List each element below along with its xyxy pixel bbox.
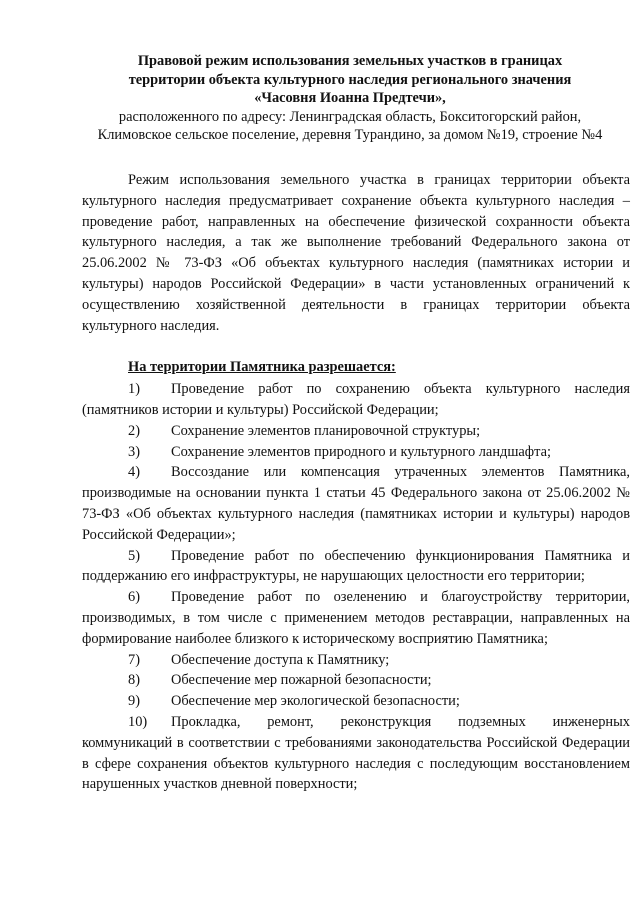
address-line-2: Климовское сельское поселение, деревня Турандино, за домом №19, строение №4 xyxy=(97,127,603,143)
list-item-number: 7) xyxy=(128,651,140,668)
list-item xyxy=(82,546,630,588)
list-item-text: Проведение работ по озеленению и благоустройству территории, производимых, в том числе с применением методов реставрации, направленных на формирование наиболее близкого к историческому восприятию Памятника; xyxy=(82,589,630,647)
list-item xyxy=(82,670,630,691)
title-line-2: территории объекта культурного наследия регионального значения xyxy=(128,71,572,88)
list-item-number: 8) xyxy=(128,672,140,689)
list-item xyxy=(82,379,630,421)
list-item-text: Воссоздание или компенсация утраченных элементов Памятника, производимые на основании пункта 1 статьи 45 Федерального закона от 25.06.2002 № 73-ФЗ «Об объектах культурного наследия (памятниках истории и культуры) народов Российской Федерации»; xyxy=(82,464,630,543)
list-item xyxy=(82,691,630,712)
list-item-text: Проведение работ по сохранению объекта культурного наследия (памятников истории и культуры) Российской Федерации; xyxy=(82,381,630,418)
list-item-text: Обеспечение доступа к Памятнику; xyxy=(171,651,390,668)
list-item-number: 4) xyxy=(128,464,140,481)
list-item xyxy=(82,587,630,649)
section-heading: На территории Памятника разрешается: xyxy=(128,359,396,376)
document-body xyxy=(82,170,630,795)
list-item-text: Сохранение элементов природного и культурного ландшафта; xyxy=(171,443,551,460)
list-item-text: Сохранение элементов планировочной структуры; xyxy=(171,422,481,439)
address-line-1: расположенного по адресу: Ленинградская область, Бокситогорский район, xyxy=(118,108,582,125)
list-item-text: Обеспечение мер экологической безопасности; xyxy=(171,693,460,710)
list-item xyxy=(82,650,630,671)
list-item-number: 1) xyxy=(128,381,140,398)
list-item-number: 6) xyxy=(128,589,140,606)
list-item xyxy=(82,462,630,545)
list-item xyxy=(82,712,630,795)
list-item-text: Проведение работ по обеспечению функционирования Памятника и поддержанию его инфраструктуры, не нарушающих целостности его территории; xyxy=(82,547,630,585)
list-item-text: Прокладка, ремонт, реконструкция подземных инженерных коммуникаций в соответствии с требованиями законодательства Российской Федерации в сфере сохранения объектов культурного наследия с последующим восстановлением нарушенных участков дневной поверхности; xyxy=(82,713,630,793)
list-item xyxy=(82,421,630,442)
list-item-number: 3) xyxy=(128,443,140,460)
document-header xyxy=(70,52,630,145)
list-item-number: 5) xyxy=(128,547,140,564)
list-item xyxy=(82,442,630,463)
intro-paragraph: Режим использования земельного участка в границах территории объекта культурного наследия предусматривает сохранение объекта культурного наследия – проведение работ, направленных на обеспечение физической сохранности объекта культурного наследия, а так же выполнение требований Федерального закона от 25.06.2002 № 73-ФЗ «Об объектах культурного наследия (памятниках истории и культуры) народов Российской Федерации» в части установленных ограничений к осуществлению хозяйственной деятельности в границах территории объекта культурного наследия. xyxy=(82,172,630,334)
list-item-number: 9) xyxy=(128,693,140,710)
list-item-number: 10) xyxy=(128,713,148,730)
list-item-text: Обеспечение мер пожарной безопасности; xyxy=(171,672,432,689)
list-item-number: 2) xyxy=(128,422,140,439)
title-line-3: «Часовня Иоанна Предтечи», xyxy=(254,90,446,106)
title-line-1: Правовой режим использования земельных участков в границах xyxy=(137,53,563,69)
